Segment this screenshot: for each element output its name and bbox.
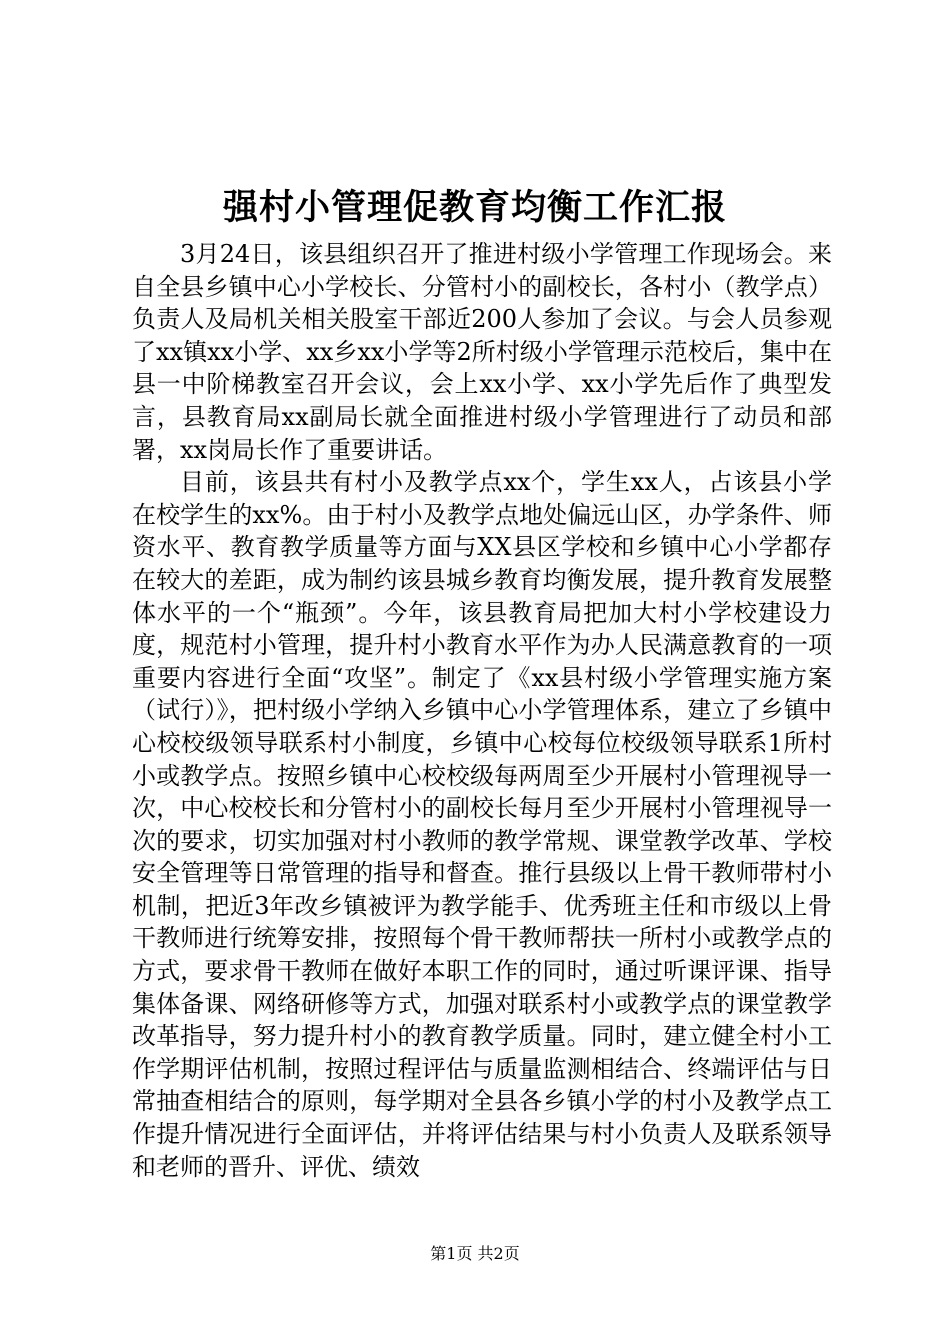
page-number: 第1页 共2页 [430, 1244, 520, 1263]
paragraph-2: 目前，该县共有村小及教学点xx个，学生xx人，占该县小学在校学生的xx%。由于村小及教学点地处偏远山区，办学条件、师资水平、教育教学质量等方面与XX县区学校和乡镇中心小学都存在较大的差距，成为制约该县城乡教育均衡发展，提升教育发展整体水平的一个“瓶颈”。今年，该县教育局把加大村小学校建设力度，规范村小管理，提升村小教育水平作为办人民满意教育的一项重要内容进行全面“攻坚”。制定了《xx县村级小学管理实施方案（试行）》，把村级小学纳入乡镇中心小学管理体系，建立了乡镇中心校校级领导联系村小制度，乡镇中心校每位校级领导联系1所村小或教学点。按照乡镇中心校校级每两周至少开展村小管理视导一次，中心校校长和分管村小的副校长每月至少开展村小管理视导一次的要求，切实加强对村小教师的教学常规、课堂教学改革、学校安全管理等日常管理的指导和督查。推行县级以上骨干教师带村小机制，把近3年改乡镇被评为教学能手、优秀班主任和市级以上骨干教师进行统筹安排，按照每个骨干教师帮扶一所村小或教学点的方式，要求骨干教师在做好本职工作的同时，通过听课评课、指导集体备课、网络研修等方式，加强对联系村小或教学点的课堂教学改革指导，努力提升村小的教育教学质量。同时，建立健全村小工作学期评估机制，按照过程评估与质量监测相结合、终端评估与日常抽查相结合的原则，每学期对全县各乡镇小学的村小及教学点工作提升情况进行全面评估，并将评估结果与村小负责人及联系领导和老师的晋升、评优、绩效 [132, 468, 832, 1181]
page-footer [0, 1244, 950, 1264]
document-body [132, 238, 832, 1183]
document-title: 强村小管理促教育均衡工作汇报 [222, 187, 727, 228]
paragraph-1: 3月24日，该县组织召开了推进村级小学管理工作现场会。来自全县乡镇中心小学校长、分管村小的副校长，各村小（教学点）负责人及局机关相关股室干部近200人参加了会议。与会人员参观了xx镇xx小学、xx乡xx小学等2所村级小学管理示范校后，集中在县一中阶梯教室召开会议，会上xx小学、xx小学先后作了典型发言，县教育局xx副局长就全面推进村级小学管理进行了动员和部署，xx岗局长作了重要讲话。 [132, 240, 832, 464]
